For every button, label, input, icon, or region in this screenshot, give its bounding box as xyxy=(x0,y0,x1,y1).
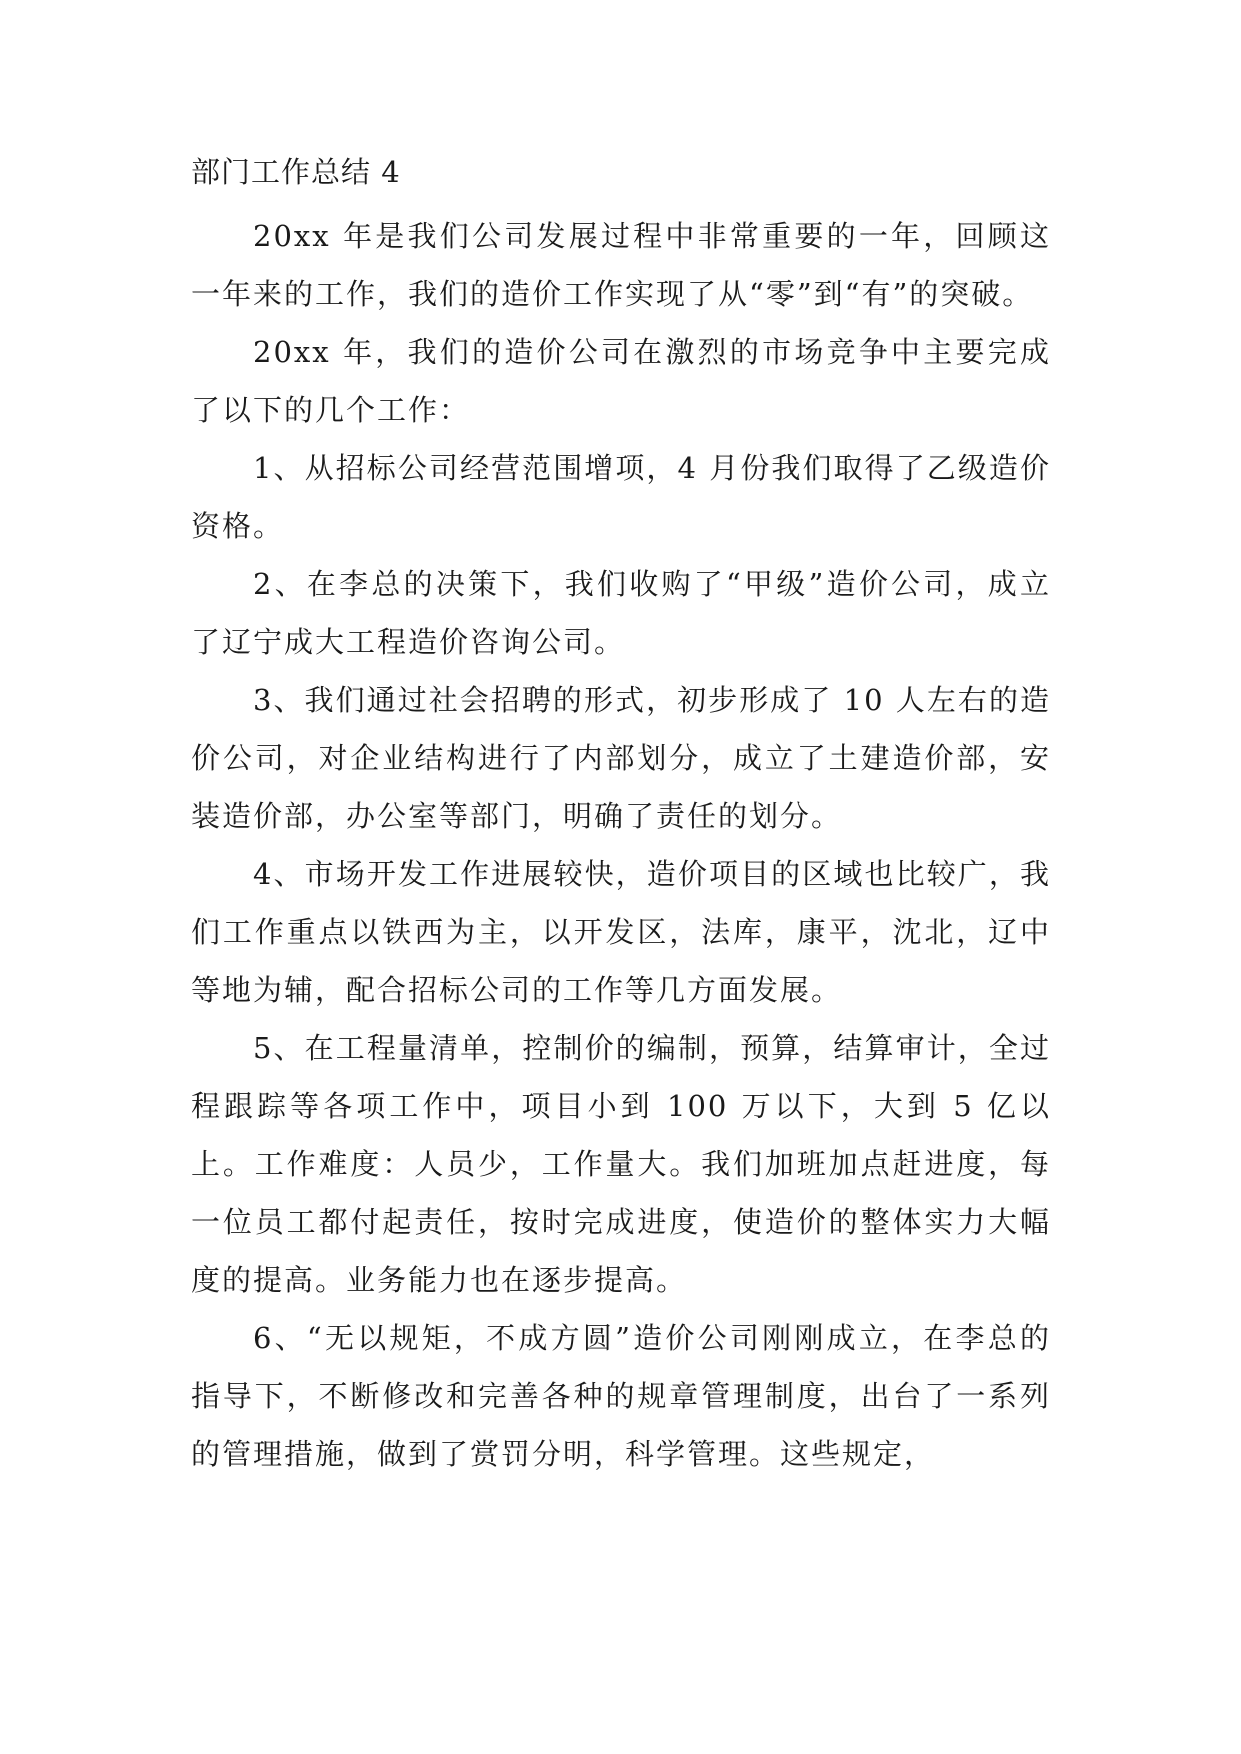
paragraph-item-4: 4、市场开发工作进展较快，造价项目的区域也比较广，我们工作重点以铁西为主，以开发区，法库，康平，沈北，辽中等地为辅，配合招标公司的工作等几方面发展。 xyxy=(191,857,1051,1007)
paragraph-item-1: 1、从招标公司经营范围增项，4 月份我们取得了乙级造价资格。 xyxy=(191,451,1051,543)
paragraph-intro: 20xx 年是我们公司发展过程中非常重要的一年，回顾这一年来的工作，我们的造价工作实现了从“零”到“有”的突破。 xyxy=(191,219,1051,311)
paragraph-item-2: 2、在李总的决策下，我们收购了“甲级”造价公司，成立了辽宁成大工程造价咨询公司。 xyxy=(191,567,1051,659)
paragraph-summary: 20xx 年，我们的造价公司在激烈的市场竞争中主要完成了以下的几个工作： xyxy=(191,335,1051,427)
paragraph-item-5: 5、在工程量清单，控制价的编制，预算，结算审计，全过程跟踪等各项工作中，项目小到 100 万以下，大到 5 亿以上。工作难度：人员少，工作量大。我们加班加点赶进度，每一位员工都付起责任，按时完成进度，使造价的整体实力大幅度的提高。业务能力也在逐步提高。 xyxy=(191,1031,1051,1297)
document-body xyxy=(191,150,1051,1483)
paragraph-item-3: 3、我们通过社会招聘的形式，初步形成了 10 人左右的造价公司，对企业结构进行了内部划分，成立了土建造价部，安装造价部，办公室等部门，明确了责任的划分。 xyxy=(191,683,1051,833)
paragraph-item-6: 6、“无以规矩，不成方圆”造价公司刚刚成立，在李总的指导下，不断修改和完善各种的规章管理制度，出台了一系列的管理措施，做到了赏罚分明，科学管理。这些规定， xyxy=(191,1321,1051,1471)
document-title: 部门工作总结 4 xyxy=(191,155,401,189)
